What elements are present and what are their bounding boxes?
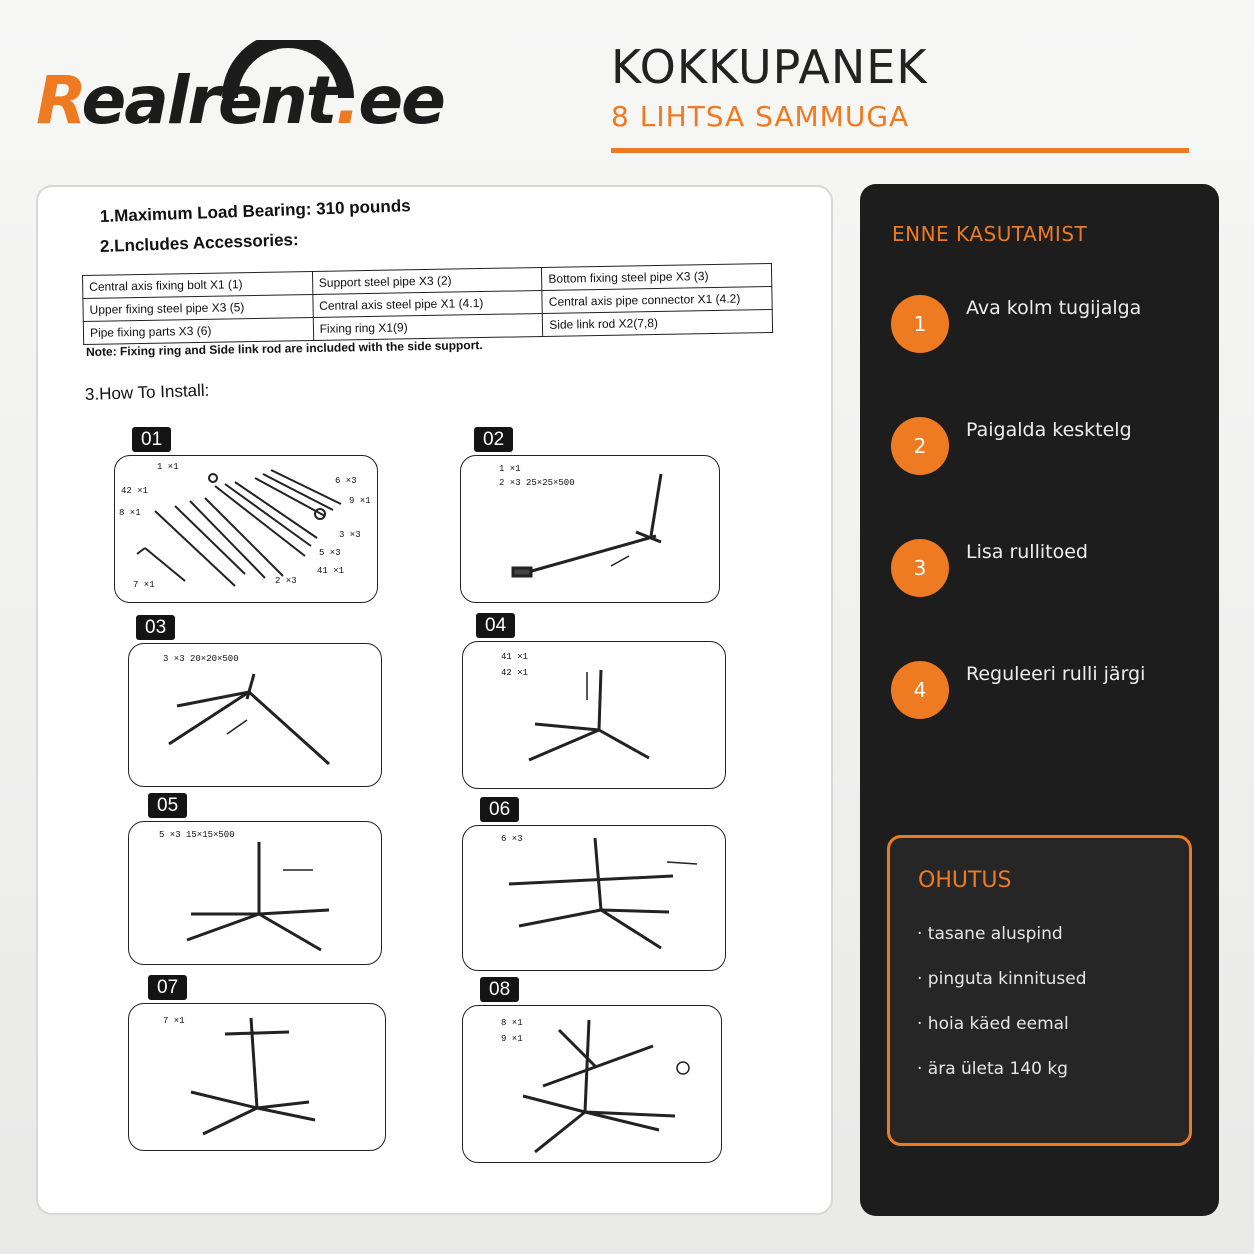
step-illustration xyxy=(462,641,726,789)
title-underline xyxy=(611,148,1189,153)
step-text: Paigalda kesktelg xyxy=(966,419,1132,441)
step-number-circle: 2 xyxy=(891,417,949,475)
assembly-drawing xyxy=(463,1006,721,1162)
panel-step xyxy=(891,661,1201,721)
assembly-drawing xyxy=(463,642,725,788)
step-number-circle: 3 xyxy=(891,539,949,597)
step-illustration xyxy=(114,455,378,603)
step-number-badge: 05 xyxy=(148,793,187,818)
safety-box xyxy=(887,835,1192,1146)
step-illustration xyxy=(460,455,720,603)
panel-step xyxy=(891,417,1201,477)
step-number-badge: 01 xyxy=(132,427,171,452)
part-label: 7 ×1 xyxy=(163,1016,185,1026)
page-subtitle: 8 LIHTSA SAMMUGA xyxy=(611,100,910,133)
manual-document xyxy=(36,185,833,1215)
part-label: 42 ×1 xyxy=(501,668,529,678)
safety-list xyxy=(917,924,1087,1104)
step-number-badge: 03 xyxy=(136,615,175,640)
step-number-badge: 08 xyxy=(480,977,519,1002)
part-label: 9 ×1 xyxy=(349,496,371,506)
step-text: Reguleeri rulli järgi xyxy=(966,663,1146,685)
accessories-note: Note: Fixing ring and Side link rod are included with the side support. xyxy=(85,338,483,359)
part-label: 8 ×1 xyxy=(119,508,141,518)
assembly-drawing xyxy=(129,644,381,786)
step-text: Lisa rullitoed xyxy=(966,541,1088,563)
step-number-badge: 04 xyxy=(476,613,515,638)
list-item: · pinguta kinnitused xyxy=(917,969,1087,989)
list-item: · tasane aluspind xyxy=(917,924,1063,944)
table-cell: Central axis fixing bolt X1 (1) xyxy=(83,271,313,298)
part-label: 3 ×3 20×20×500 xyxy=(163,654,239,664)
page-title: KOKKUPANEK xyxy=(611,40,928,94)
step-illustration xyxy=(128,1003,386,1151)
part-label: 41 ×1 xyxy=(501,652,529,662)
part-label: 1 ×1 xyxy=(499,464,521,474)
part-label: 5 ×3 15×15×500 xyxy=(159,830,235,840)
step-illustration xyxy=(128,643,382,787)
brand-wordmark: Realrent.ee xyxy=(36,62,444,139)
panel-step xyxy=(891,295,1201,355)
part-label: 5 ×3 xyxy=(319,548,341,558)
part-label: 6 ×3 xyxy=(335,476,357,486)
step-text: Ava kolm tugijalga xyxy=(966,297,1142,319)
step-number-badge: 06 xyxy=(480,797,519,822)
part-label: 1 ×1 xyxy=(157,462,179,472)
step-number-badge: 07 xyxy=(148,975,187,1000)
step-number-circle: 1 xyxy=(891,295,949,353)
panel-heading: ENNE KASUTAMIST xyxy=(892,222,1088,246)
assembly-drawing xyxy=(129,822,381,964)
howto-heading: 3.How To Install: xyxy=(84,380,210,404)
table-cell: Support steel pipe X3 (2) xyxy=(312,267,542,294)
part-label: 42 ×1 xyxy=(121,486,149,496)
part-label: 3 ×3 xyxy=(339,530,361,540)
accessories-table xyxy=(82,263,773,345)
list-item: · hoia käed eemal xyxy=(917,1014,1069,1034)
table-cell: Bottom fixing steel pipe X3 (3) xyxy=(542,263,772,290)
panel-step xyxy=(891,539,1201,599)
table-cell: Upper fixing steel pipe X3 (5) xyxy=(83,294,313,321)
spec-accessories-heading: 2.Lncludes Accessories: xyxy=(99,230,299,256)
step-illustration xyxy=(462,1005,722,1163)
table-cell: Central axis pipe connector X1 (4.2) xyxy=(542,286,772,313)
table-cell: Central axis steel pipe X1 (4.1) xyxy=(313,290,543,317)
table-cell: Pipe fixing parts X3 (6) xyxy=(83,317,313,344)
spec-load-bearing: 1.Maximum Load Bearing: 310 pounds xyxy=(99,196,411,226)
part-label: 2 ×3 xyxy=(275,576,297,586)
assembly-drawing xyxy=(463,826,725,970)
table-cell: Fixing ring X1(9) xyxy=(313,313,543,340)
step-illustration xyxy=(462,825,726,971)
table-cell: Side link rod X2(7,8) xyxy=(543,309,773,336)
part-label: 6 ×3 xyxy=(501,834,523,844)
step-number-badge: 02 xyxy=(474,427,513,452)
instructions-panel xyxy=(860,184,1219,1216)
brand-logo xyxy=(30,40,480,150)
step-number-circle: 4 xyxy=(891,661,949,719)
part-label: 7 ×1 xyxy=(133,580,155,590)
step-illustration xyxy=(128,821,382,965)
part-label: 9 ×1 xyxy=(501,1034,523,1044)
part-label: 8 ×1 xyxy=(501,1018,523,1028)
part-label: 2 ×3 25×25×500 xyxy=(499,478,575,488)
list-item: · ära ületa 140 kg xyxy=(917,1059,1068,1079)
safety-title: OHUTUS xyxy=(918,868,1012,893)
part-label: 41 ×1 xyxy=(317,566,345,576)
